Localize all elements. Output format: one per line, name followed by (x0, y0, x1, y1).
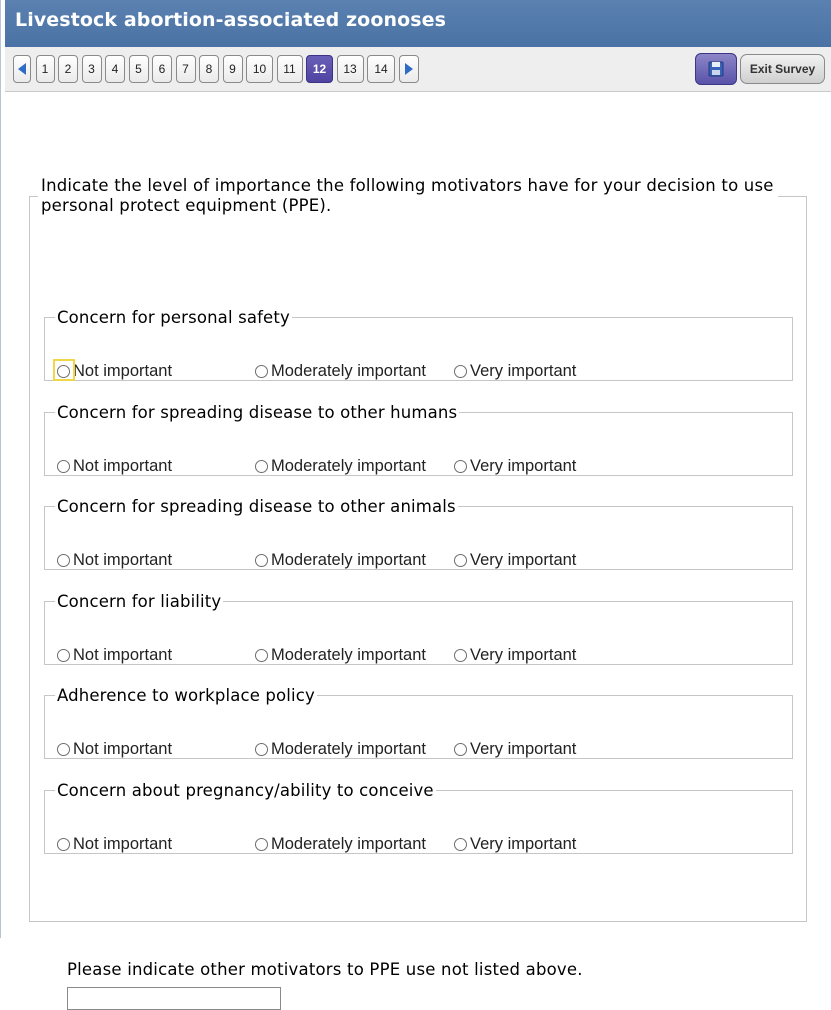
page-button-9[interactable]: 9 (223, 55, 243, 83)
navigation-bar (5, 47, 831, 92)
likert-question (44, 781, 793, 854)
floppy-disk-icon (708, 61, 724, 77)
radio-label: Moderately important (271, 361, 426, 380)
radio-label: Not important (73, 645, 173, 664)
survey-content (5, 92, 831, 979)
page-button-14[interactable]: 14 (367, 55, 395, 83)
radio-option[interactable] (57, 456, 172, 476)
survey-title: Livestock abortion-associated zoonoses (5, 0, 831, 47)
radio-label: Moderately important (271, 834, 426, 853)
radio-label: Very important (470, 361, 577, 380)
radio-label: Not important (73, 739, 173, 758)
radio-option[interactable] (255, 645, 426, 665)
page-button-13[interactable]: 13 (337, 55, 364, 83)
radio-label: Very important (470, 834, 577, 853)
radio-label: Very important (470, 550, 577, 569)
radio-option[interactable] (57, 834, 172, 854)
likert-question (44, 497, 793, 570)
page-button-4[interactable]: 4 (105, 55, 125, 83)
page-button-12[interactable]: 12 (306, 55, 333, 83)
likert-question (44, 308, 793, 381)
radio-label: Very important (470, 456, 577, 475)
radio-button[interactable] (454, 554, 467, 567)
page-button-5[interactable]: 5 (129, 55, 149, 83)
page-button-11[interactable]: 11 (277, 55, 303, 83)
radio-button[interactable] (255, 649, 268, 662)
question-label: Concern for spreading disease to other animals (57, 497, 456, 516)
radio-option[interactable] (454, 834, 576, 854)
radio-option[interactable] (454, 645, 576, 665)
focus-indicator (53, 359, 75, 381)
chevron-left-icon (18, 63, 26, 75)
radio-label: Not important (73, 361, 173, 380)
question-label: Adherence to workplace policy (57, 686, 315, 705)
page-button-2[interactable]: 2 (58, 55, 78, 83)
radio-button[interactable] (255, 743, 268, 756)
radio-button[interactable] (454, 460, 467, 473)
page-button-6[interactable]: 6 (152, 55, 172, 83)
radio-option[interactable] (255, 739, 426, 759)
radio-label: Moderately important (271, 456, 426, 475)
radio-option[interactable] (454, 550, 576, 570)
radio-option[interactable] (454, 739, 576, 759)
question-label: Concern for liability (57, 592, 222, 611)
page-button-8[interactable]: 8 (199, 55, 219, 83)
radio-label: Not important (73, 834, 173, 853)
question-label: Concern for personal safety (57, 308, 290, 327)
likert-question (44, 592, 793, 665)
previous-page-button[interactable] (13, 55, 31, 83)
other-motivators-label: Please indicate other motivators to PPE use not listed above. (67, 960, 583, 979)
radio-option[interactable] (57, 739, 172, 759)
radio-option[interactable] (57, 550, 172, 570)
radio-button[interactable] (255, 460, 268, 473)
question-prompt: Indicate the level of importance the following motivators have for your decision to use personal protect equipment (PPE). (41, 176, 774, 215)
likert-question (44, 403, 793, 476)
radio-button[interactable] (57, 554, 70, 567)
radio-button[interactable] (255, 554, 268, 567)
radio-label: Not important (73, 550, 173, 569)
radio-option[interactable] (255, 550, 426, 570)
radio-button[interactable] (57, 460, 70, 473)
radio-button[interactable] (255, 365, 268, 378)
radio-button[interactable] (57, 649, 70, 662)
radio-label: Moderately important (271, 550, 426, 569)
radio-button[interactable] (57, 743, 70, 756)
question-label: Concern about pregnancy/ability to conceive (57, 781, 434, 800)
radio-label: Moderately important (271, 739, 426, 758)
radio-label: Not important (73, 456, 173, 475)
next-page-button[interactable] (399, 55, 419, 83)
page-button-10[interactable]: 10 (246, 55, 273, 83)
page-button-1[interactable]: 1 (36, 55, 55, 83)
radio-label: Very important (470, 645, 577, 664)
radio-label: Moderately important (271, 645, 426, 664)
page-button-3[interactable]: 3 (82, 55, 102, 83)
radio-option[interactable] (255, 361, 426, 381)
exit-survey-button[interactable]: Exit Survey (740, 54, 825, 84)
likert-question (44, 686, 793, 759)
other-motivators-input[interactable] (67, 987, 281, 1010)
question-label: Concern for spreading disease to other humans (57, 403, 458, 422)
radio-button[interactable] (454, 838, 467, 851)
radio-button[interactable] (57, 838, 70, 851)
radio-label: Very important (470, 739, 577, 758)
radio-option[interactable] (454, 361, 576, 381)
chevron-right-icon (405, 63, 413, 75)
radio-button[interactable] (454, 649, 467, 662)
radio-button[interactable] (454, 743, 467, 756)
question-group (29, 176, 807, 979)
save-button[interactable] (695, 53, 737, 85)
radio-option[interactable] (255, 834, 426, 854)
radio-option[interactable] (454, 456, 576, 476)
page-button-7[interactable]: 7 (176, 55, 196, 83)
radio-button[interactable] (454, 365, 467, 378)
radio-option[interactable] (255, 456, 426, 476)
radio-button[interactable] (255, 838, 268, 851)
radio-option[interactable] (57, 645, 172, 665)
